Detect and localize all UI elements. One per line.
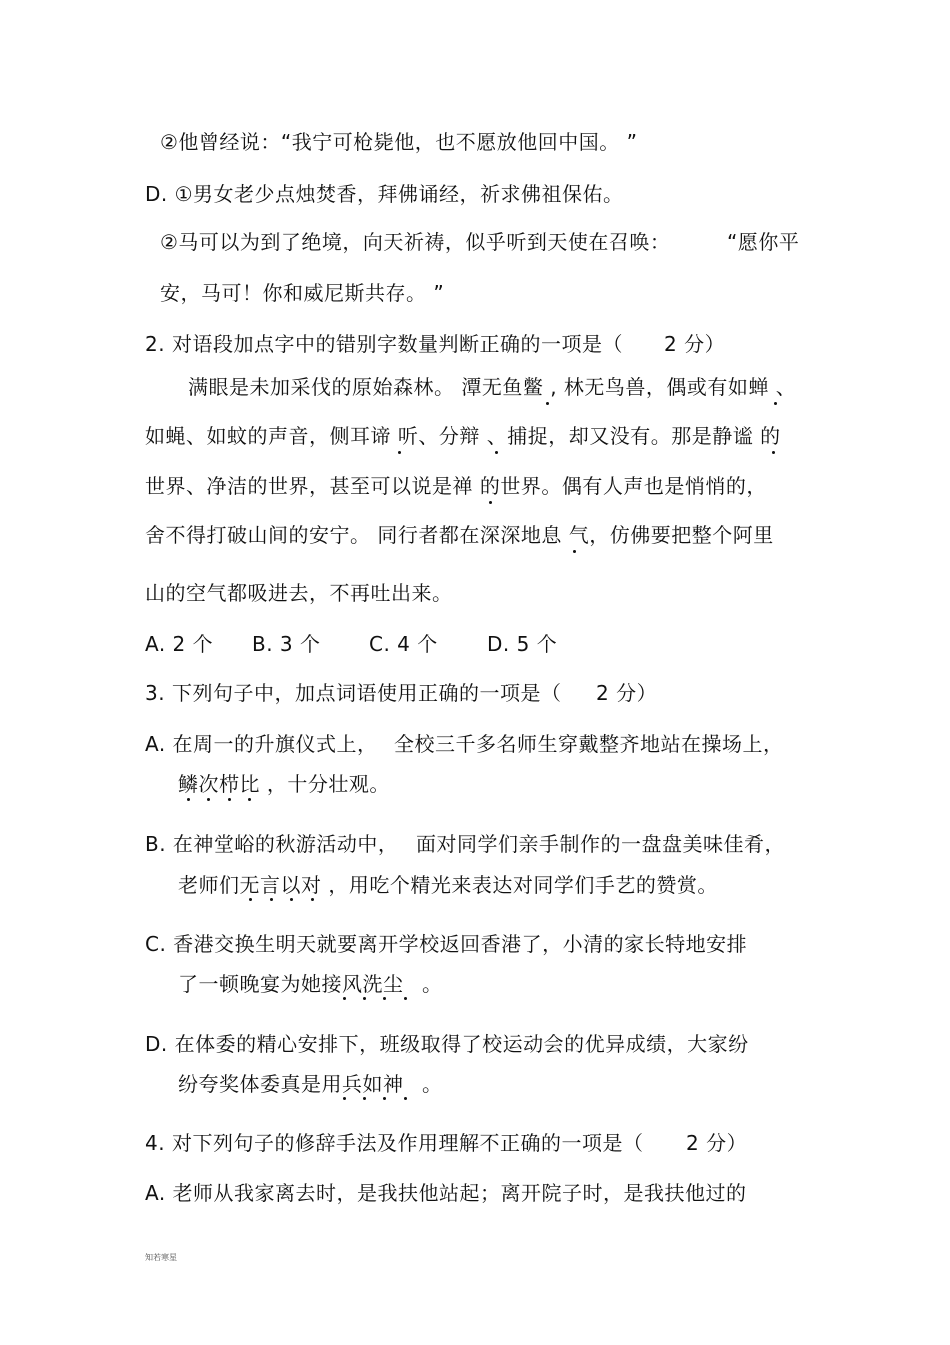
option-d: D. 5 个 [487, 632, 558, 656]
option-a-line: A. 老师从我家离去时，是我扶他站起；离开院子时，是我扶他过的 [145, 1181, 747, 1205]
emphasis-dot [495, 451, 498, 454]
question-3-score: 2 分） [596, 681, 658, 705]
emphasis-dot [343, 1097, 346, 1100]
emphasis-dot [311, 898, 314, 901]
question-4-title: 4. 对下列句子的修辞手法及作用理解不正确的一项是（ [145, 1131, 644, 1155]
option-c-line: 了一顿晚宴为她接风洗尘 [178, 972, 404, 996]
text-line: ②马可以为到了绝境，向天祈祷，似乎听到天使在召唤： [160, 230, 671, 254]
option-b-line: B. 在神堂峪的秋游活动中， [145, 832, 399, 856]
emphasis-dot [404, 997, 407, 1000]
option-d-line: 。 [422, 1072, 443, 1096]
emphasis-dot [363, 1097, 366, 1100]
passage-line: 山的空气都吸进去，不再吐出来。 [145, 581, 453, 605]
passage-line: 世界、净洁的世界，甚至可以说是禅 的世界。偶有人声也是悄悄的， [145, 474, 767, 498]
emphasis-dot [383, 997, 386, 1000]
option-c: C. 4 个 [369, 632, 438, 656]
passage-line: 舍不得打破山间的安宁。 同行者都在深深地息 气，仿佛要把整个阿里 [145, 523, 774, 547]
emphasis-dot [404, 1097, 407, 1100]
option-c-line: 。 [422, 972, 443, 996]
option-a-line: A. 在周一的升旗仪式上， [145, 732, 378, 756]
passage-line: 如蝇、如蚊的声音，侧耳谛 听、分辩 、捕捉，却又没有。那是静谧 的 [145, 424, 781, 448]
emphasis-dot [772, 451, 775, 454]
option-b-line: 面对同学们亲手制作的一盘盘美味佳肴， [416, 832, 785, 856]
page-footer: 知若寒星 [145, 1253, 177, 1262]
emphasis-dot [573, 550, 576, 553]
emphasis-dot [270, 898, 273, 901]
emphasis-dot [398, 451, 401, 454]
option-a: A. 2 个 [145, 632, 214, 656]
emphasis-dot [774, 402, 777, 405]
question-4-score: 2 分） [686, 1131, 748, 1155]
emphasis-dot [383, 1097, 386, 1100]
option-b-line: 老师们无言以对 ，用吃个精光来表达对同学们手艺的赞赏。 [178, 873, 718, 897]
passage-line: 满眼是未加采伐的原始森林。 潭无鱼鳖 , 林无鸟兽，偶或有如蝉 、 [188, 375, 797, 399]
text-line: ②他曾经说：“我宁可枪毙他，也不愿放他回中国。 ” [160, 130, 638, 154]
question-2-score: 2 分） [664, 332, 726, 356]
emphasis-dot [249, 898, 252, 901]
text-line: “愿你平 [727, 230, 800, 254]
option-a-line: 全校三千多名师生穿戴整齐地站在操场上， [394, 732, 784, 756]
emphasis-dot [228, 798, 231, 801]
emphasis-dot [489, 501, 492, 504]
option-a-line: 鳞次栉比 ，十分壮观。 [178, 772, 390, 796]
question-3-title: 3. 下列句子中，加点词语使用正确的一项是（ [145, 681, 562, 705]
option-b: B. 3 个 [252, 632, 321, 656]
option-d-line: D. ①男女老少点烛焚香，拜佛诵经，祈求佛祖保佑。 [145, 182, 624, 206]
option-d-line: D. 在体委的精心安排下，班级取得了校运动会的优异成绩，大家纷 [145, 1032, 749, 1056]
emphasis-dot [546, 402, 549, 405]
emphasis-dot [363, 997, 366, 1000]
text-line: 安，马可！你和威尼斯共存。 ” [160, 281, 445, 305]
emphasis-dot [187, 798, 190, 801]
question-2-title: 2. 对语段加点字中的错别字数量判断正确的一项是（ [145, 332, 623, 356]
emphasis-dot [207, 798, 210, 801]
emphasis-dot [248, 798, 251, 801]
option-c-line: C. 香港交换生明天就要离开学校返回香港了，小清的家长特地安排 [145, 932, 748, 956]
emphasis-dot [290, 898, 293, 901]
option-d-line: 纷夸奖体委真是用兵如神 [178, 1072, 404, 1096]
emphasis-dot [343, 997, 346, 1000]
